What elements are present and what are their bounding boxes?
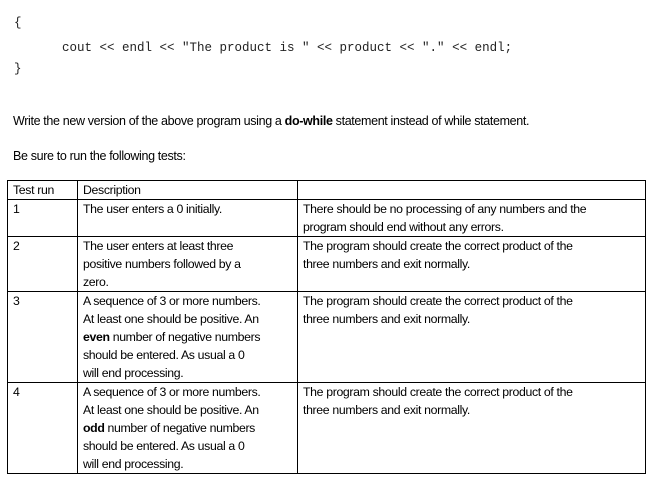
description-line: will end processing. [83,457,184,471]
description-cell [78,237,298,292]
code-open-brace: { [14,16,22,30]
expected-cell [298,383,646,474]
instruction-paragraph [13,114,529,128]
table-row [8,292,646,383]
expected-line: The program should create the correct product of the [303,239,573,253]
description-line: At least one should be positive. An [83,403,259,417]
description-line: zero. [83,275,109,289]
table-header-row [8,181,646,200]
description-line: At least one should be positive. An [83,312,259,326]
description-cell [78,200,298,237]
code-close-brace: } [14,62,22,76]
description-line: The user enters at least three [83,239,234,253]
expected-line: The program should create the correct product of the [303,294,573,308]
description-text: number of negative numbers [104,421,255,435]
description-line: A sequence of 3 or more numbers. [83,385,261,399]
description-line: should be entered. As usual a 0 [83,348,245,362]
instruction-text: Write the new version of the above program using a [13,114,285,128]
run-number: 1 [8,200,78,237]
tests-intro: Be sure to run the following tests: [13,149,186,163]
instruction-text-end: statement instead of while statement. [332,114,530,128]
expected-line: three numbers and exit normally. [303,312,470,326]
run-number: 2 [8,237,78,292]
description-line: A sequence of 3 or more numbers. [83,294,261,308]
header-test-run: Test run [8,181,78,200]
expected-line: There should be no processing of any numbers and the [303,202,587,216]
description-line: The user enters a 0 initially. [83,202,222,216]
bold-word: odd [83,421,105,435]
table-row [8,237,646,292]
description-text: number of negative numbers [109,330,261,344]
description-cell [78,383,298,474]
description-line [83,328,293,346]
table-row [8,383,646,474]
header-expected [298,181,646,200]
description-line: will end processing. [83,366,184,380]
tests-table [7,180,646,474]
expected-cell [298,200,646,237]
run-number: 4 [8,383,78,474]
header-description: Description [78,181,298,200]
description-line [83,419,293,437]
table-row [8,200,646,237]
bold-word: even [83,330,110,344]
description-line: positive numbers followed by a [83,257,241,271]
code-line: cout << endl << "The product is " << product << "." << endl; [62,41,513,55]
expected-line: three numbers and exit normally. [303,257,470,271]
expected-cell [298,292,646,383]
expected-cell [298,237,646,292]
description-line: should be entered. As usual a 0 [83,439,245,453]
expected-line: The program should create the correct product of the [303,385,573,399]
expected-line: three numbers and exit normally. [303,403,470,417]
instruction-bold: do-while [284,114,333,128]
run-number: 3 [8,292,78,383]
description-cell [78,292,298,383]
expected-line: program should end without any errors. [303,220,504,234]
